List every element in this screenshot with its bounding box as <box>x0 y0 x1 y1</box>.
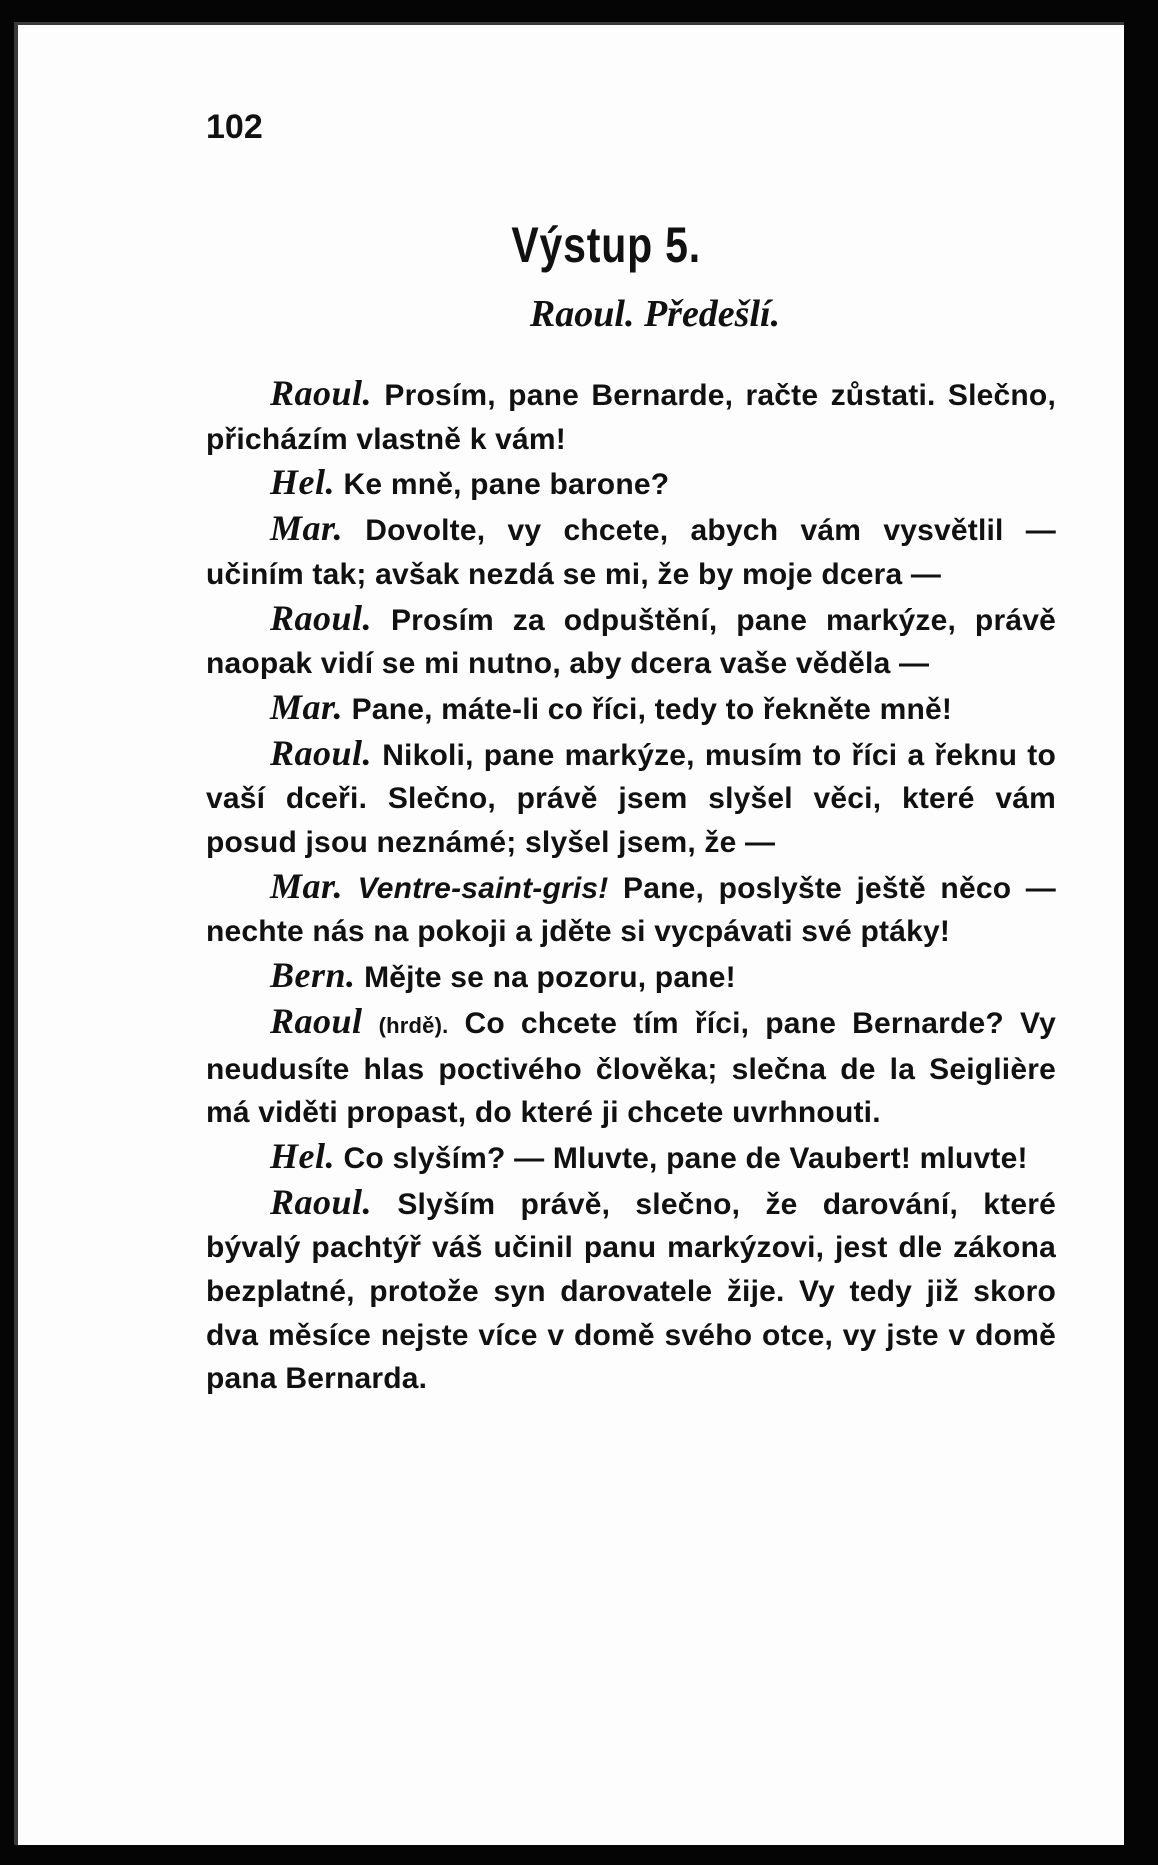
speaker-name: Bern. <box>270 955 356 996</box>
speaker-name: Raoul <box>270 1000 363 1041</box>
speech-text: Co chcete tím říci, pane Bernarde? Vy neudusíte hlas poctivého člověka; slečna de la Seiglière má viděti propast, do které ji chcete uvrhnouti. <box>206 1006 1056 1130</box>
speaker-name: Mar. <box>270 508 344 549</box>
speech-text: Mějte se na pozoru, pane! <box>364 961 736 995</box>
speech-text: Prosím za odpuštění, pane markýze, právě naopak vidí se mi nutno, aby dcera vaše věděla — <box>206 603 1056 681</box>
speech-text: Pane, poslyšte ještě něco — nechte nás na pokoji a jděte si vycpávati své ptáky! <box>206 871 1056 949</box>
speech <box>206 461 1056 507</box>
speaker-name: Raoul. <box>270 597 373 638</box>
dialogue <box>206 372 1056 1401</box>
speech <box>206 1181 1056 1402</box>
speaker-name: Raoul. <box>270 373 373 413</box>
speech <box>206 954 1056 1000</box>
speech <box>206 372 1056 461</box>
speech <box>206 1000 1056 1135</box>
speech-text: Pane, máte-li co říci, tedy to řekněte mně! <box>351 692 953 726</box>
speaker-name: Mar. <box>270 686 344 727</box>
speech-text: Co slyším? — Mluvte, pane de Vaubert! mluvte! <box>343 1141 1028 1175</box>
speaker-name: Hel. <box>270 1135 335 1176</box>
speaker-name: Raoul. <box>270 732 373 773</box>
speech-text: Nikoli, pane markýze, musím to říci a řeknu to vaší dceři. Slečno, právě jsem slyšel věci, které vám posud jsou neznámé; slyšel jsem, že — <box>206 738 1056 860</box>
scene-heading: Výstup 5. <box>511 217 702 273</box>
speech-text: Ke mně, pane barone? <box>343 468 670 502</box>
speech <box>206 597 1056 686</box>
speech-text: Dovolte, vy chcete, abych vám vysvětlil — učiním tak; avšak nezdá se mi, že by moje dcera — <box>206 514 1056 591</box>
page-number: 102 <box>206 108 263 146</box>
speaker-name: Hel. <box>270 462 335 503</box>
scene-cast: Raoul. Předešlí. <box>529 293 781 335</box>
speaker-name: Mar. <box>270 865 344 906</box>
speech-text: Prosím, pane Bernarde, račte zůstati. Slečno, přicházím vlastně k vám! <box>206 379 1056 456</box>
speech-text: Slyším právě, slečno, že darování, které bývalý pachtýř váš učinil panu markýzovi, jest dle zákona bezplatné, protože syn darovatele žije. Vy tedy již skoro dva měsíce nejste více v domě svého otce, vy jste v domě pana Bernarda. <box>206 1187 1056 1396</box>
exclamation: Ventre-saint-gris! <box>357 871 609 905</box>
speech <box>206 732 1056 865</box>
speech <box>206 1135 1056 1181</box>
speech <box>206 865 1056 954</box>
stage-direction: (hrdě). <box>378 1012 449 1038</box>
speech <box>206 686 1056 732</box>
speech <box>206 507 1056 596</box>
speaker-name: Raoul. <box>270 1181 373 1222</box>
